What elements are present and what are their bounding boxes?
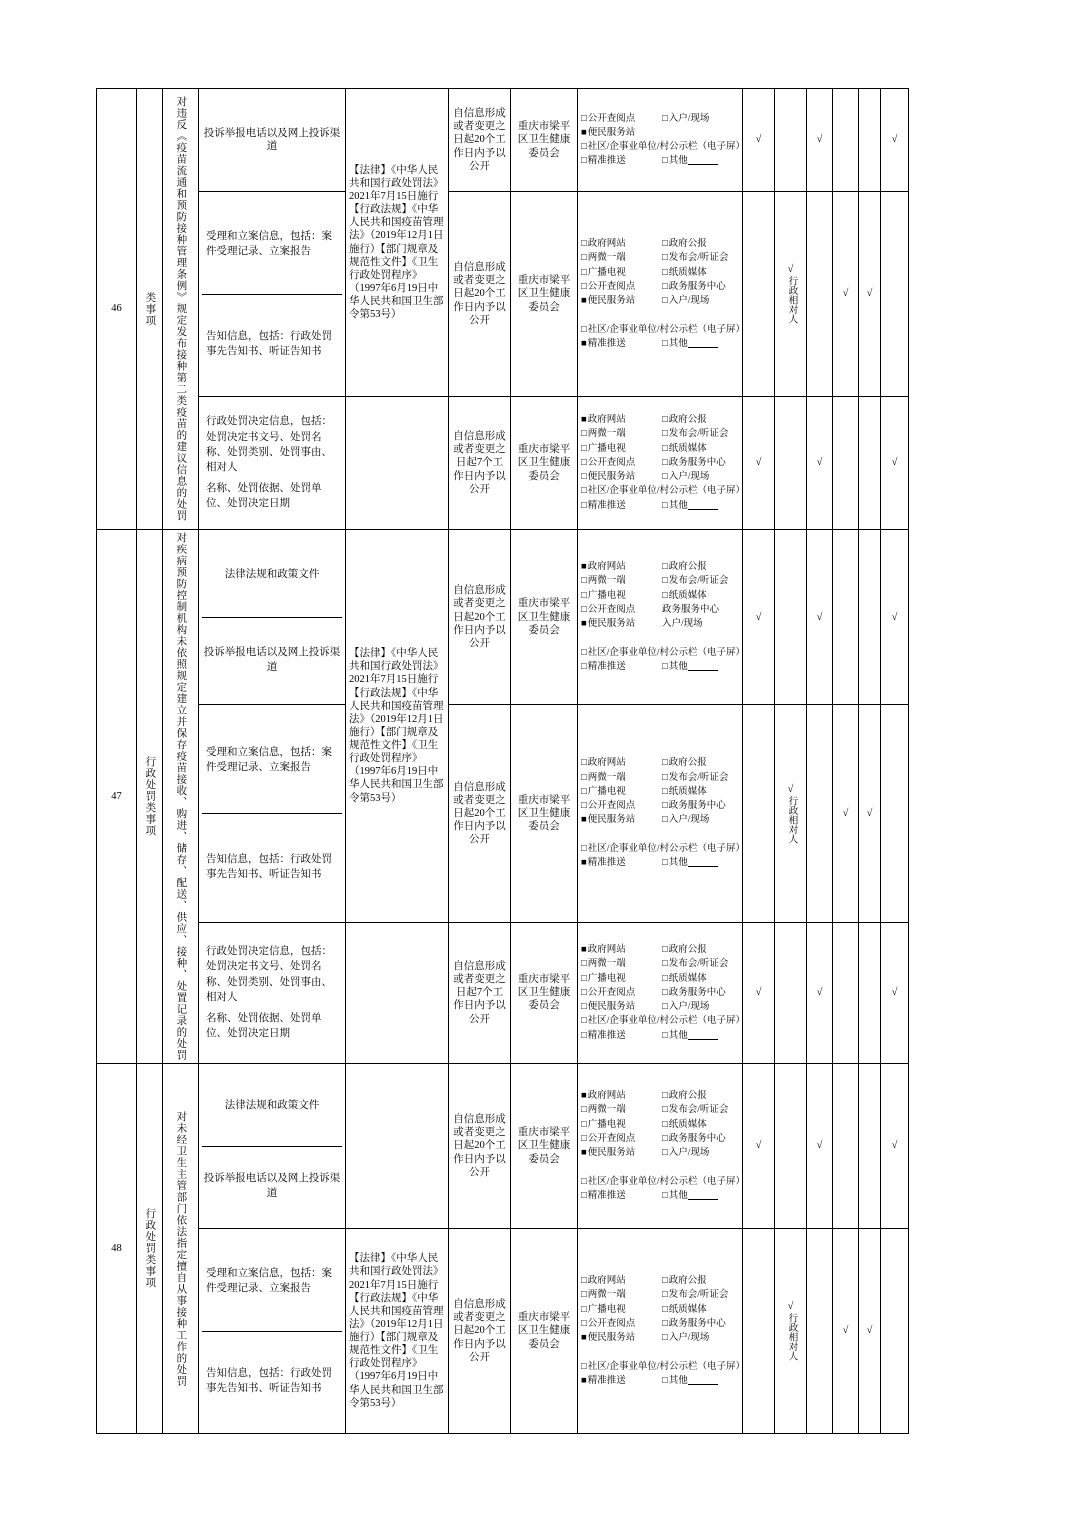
content-cell-group (199, 1229, 346, 1434)
target-tick-2: √ 行政相对人 (775, 705, 807, 923)
target-tick-4 (833, 89, 859, 192)
category-label: 类事项 (144, 291, 156, 327)
channel-precise-push[interactable]: □ 精准推送 (581, 1029, 658, 1043)
channel-gov-website[interactable]: ■ 政府网站 (581, 413, 658, 427)
content-cell: 行政处罚决定信息，包括：处罚决定书文号、处罚名称、处罚类别、处罚事由、相对人 (206, 416, 332, 473)
channel-community-bulletin[interactable]: □ 社区/企事业单位/村公示栏（电子屏） (581, 1360, 739, 1374)
content-cell-group (199, 530, 346, 705)
content-cell: 名称、处罚依据、处罚单位、处罚决定日期 (206, 1013, 322, 1040)
target-tick-5 (859, 922, 881, 1063)
subject-cell: 重庆市梁平区卫生健康委员会 (511, 530, 578, 705)
content-cell: 受理和立案信息，包括：案件受理记录、立案报告 (202, 707, 342, 814)
channel-convenience-station[interactable]: □ 便民服务站 (581, 1000, 658, 1014)
channel-gov-website[interactable]: ■ 政府网站 (581, 1089, 658, 1103)
channel-broadcast-tv[interactable]: □ 广播电视 (581, 972, 658, 986)
channel-broadcast-tv[interactable]: □ 广播电视 (581, 1118, 658, 1132)
row-category (137, 1064, 163, 1434)
channel-public-reading[interactable]: □ 公开查阅点 (581, 1132, 658, 1146)
channel-gov-gazette[interactable]: □ 政府公报 (662, 1274, 739, 1288)
timing-cell: 自信息形成或者变更之日起20个工作日内予以公开 (449, 192, 511, 397)
channel-broadcast-tv[interactable]: □ 广播电视 (581, 785, 658, 799)
channel-door-to-door[interactable]: □ 入户/现场 (662, 1000, 739, 1014)
channels-cell (578, 705, 746, 923)
content-cell: 投诉举报电话以及网上投诉渠道 (203, 646, 341, 673)
channel-gov-service-center[interactable]: □ 政务服务中心 (662, 280, 739, 294)
target-tick-2 (775, 397, 807, 530)
row-number: 47 (97, 530, 137, 1064)
channel-gov-website[interactable]: ■ 政府网站 (581, 943, 658, 957)
channel-paper-media[interactable]: □ 纸质媒体 (662, 1118, 739, 1132)
channels-cell (578, 1229, 746, 1434)
content-cell: 法律法规和政策文件 (202, 1066, 342, 1147)
channel-two-micro-one-end[interactable]: □ 两微一端 (581, 1103, 658, 1117)
channel-paper-media[interactable]: □ 纸质媒体 (662, 785, 739, 799)
target-tick-4 (833, 530, 859, 705)
channel-press-conference[interactable]: □ 发布会/听证会 (662, 574, 739, 588)
channel-convenience-station[interactable]: ■ 便民服务站 (581, 1146, 658, 1160)
table-row (97, 1064, 909, 1229)
matter-label: 对疾病预防控制机构未依照规定建立并保存疫苗接收、购进、储存、配送、供应、接种、处置记录的处罚 (175, 532, 187, 1061)
content-cell: 受理和立案信息，包括：案件受理记录、立案报告 (202, 1231, 342, 1332)
content-cell: 告知信息，包括：行政处罚事先告知书、听证告知书 (206, 853, 332, 880)
category-label: 行政处罚类事项 (144, 1208, 156, 1289)
content-cell: 名称、处罚依据、处罚单位、处罚决定日期 (206, 483, 322, 510)
row-matter (163, 530, 199, 1064)
channel-other[interactable]: □ 其他 (662, 856, 739, 870)
channels-cell (578, 397, 746, 530)
table-row (97, 1229, 909, 1434)
channel-community-bulletin[interactable]: □ 社区/企事业单位/村公示栏（电子屏） (581, 484, 739, 498)
channel-paper-media[interactable]: □ 纸质媒体 (662, 442, 739, 456)
channel-gov-website[interactable]: □ 政府网站 (581, 1274, 658, 1288)
channel-convenience-station[interactable]: ■ 便民服务站 (581, 126, 658, 140)
channel-gov-service-center[interactable]: 政务服务中心 (662, 604, 720, 615)
channel-press-conference[interactable]: □ 发布会/听证会 (662, 771, 739, 785)
row-category (137, 530, 163, 1064)
channel-community-bulletin[interactable]: □ 社区/企事业单位/村公示栏（电子屏） (581, 842, 739, 856)
channel-door-to-door[interactable]: □ 入户/现场 (662, 294, 739, 308)
disclosure-table (96, 88, 909, 1434)
channel-public-reading[interactable]: □ 公开查阅点 (581, 799, 658, 813)
channel-precise-push[interactable]: ■ 精准推送 (581, 337, 658, 351)
channel-broadcast-tv[interactable]: □ 广播电视 (581, 266, 658, 280)
target-tick-6 (881, 1229, 909, 1434)
content-cell: 投诉举报电话以及网上投诉渠道 (199, 89, 346, 192)
channel-gov-service-center[interactable]: □ 政务服务中心 (662, 799, 739, 813)
channel-precise-push[interactable]: □ 精准推送 (581, 154, 658, 168)
subject-cell: 重庆市梁平区卫生健康委员会 (511, 89, 578, 192)
legal-basis-cell: 【法律】《中华人民共和国行政处罚法》2021年7月15日施行【行政法规】《中华人民共和国疫苗管理法》（2019年12月1日施行）【部门规章及规范性文件】《卫生行政处罚程序》（1997年6月19日中华人民共和国卫生部令第53号） (346, 89, 449, 397)
channel-press-conference[interactable]: □ 发布会/听证会 (662, 427, 739, 441)
content-cell-group (199, 922, 346, 1063)
target-tick-5 (859, 1064, 881, 1229)
channel-convenience-station[interactable]: ■ 便民服务站 (581, 294, 658, 308)
channels-cell (578, 1064, 746, 1229)
target-tick-2 (775, 89, 807, 192)
channel-community-bulletin[interactable]: □ 社区/企事业单位/村公示栏（电子屏） (581, 1175, 739, 1189)
channel-paper-media[interactable]: □ 纸质媒体 (662, 266, 739, 280)
content-cell: 受理和立案信息，包括：案件受理记录、立案报告 (202, 194, 342, 295)
channel-door-to-door[interactable]: □ 入户/现场 (662, 112, 739, 126)
channel-two-micro-one-end[interactable]: □ 两微一端 (581, 251, 658, 265)
row-number: 48 (97, 1064, 137, 1434)
table-row (97, 89, 909, 192)
channel-two-micro-one-end[interactable]: □ 两微一端 (581, 771, 658, 785)
target-tick-1 (743, 1229, 775, 1434)
channel-public-reading[interactable]: □ 公开查阅点 (581, 1317, 658, 1331)
timing-cell: 自信息形成或者变更之日起20个工作日内予以公开 (449, 1064, 511, 1229)
channel-door-to-door[interactable]: □ 入户/现场 (662, 813, 739, 827)
target-tick-1: √ (743, 397, 775, 530)
channel-public-reading[interactable]: □ 公开查阅点 (581, 986, 658, 1000)
channel-press-conference[interactable]: □ 发布会/听证会 (662, 1103, 739, 1117)
channel-gov-service-center[interactable]: □ 政务服务中心 (662, 1132, 739, 1146)
target-tick-3: √ (807, 1064, 833, 1229)
row-matter (163, 1064, 199, 1434)
target-tick-3: √ (807, 89, 833, 192)
target-tick-2 (775, 530, 807, 705)
channel-public-reading[interactable]: □ 公开查阅点 (581, 112, 658, 126)
channel-other[interactable]: □ 其他 (662, 154, 739, 168)
channel-precise-push[interactable]: □ 精准推送 (581, 660, 658, 674)
channel-convenience-station[interactable]: □ 便民服务站 (581, 470, 658, 484)
legal-basis-empty (346, 922, 449, 1063)
target-tick-6: √ (881, 397, 909, 530)
category-label: 行政处罚类事项 (144, 756, 156, 837)
channel-paper-media[interactable]: □ 纸质媒体 (662, 972, 739, 986)
channel-gov-website[interactable]: □ 政府网站 (581, 237, 658, 251)
timing-cell: 自信息形成或者变更之日起20个工作日内予以公开 (449, 89, 511, 192)
target-tick-4 (833, 397, 859, 530)
content-cell-group (199, 192, 346, 397)
target-tick-6: √ (881, 1064, 909, 1229)
channel-gov-gazette[interactable]: □ 政府公报 (662, 560, 739, 574)
target-tick-2 (775, 922, 807, 1063)
target-tick-6 (881, 192, 909, 397)
channel-other[interactable]: □ 其他 (662, 1029, 739, 1043)
channel-other[interactable]: □ 其他 (662, 1374, 739, 1388)
timing-cell: 自信息形成或者变更之日起20个工作日内予以公开 (449, 1229, 511, 1434)
target-tick-2: √ 行政相对人 (775, 192, 807, 397)
row-number: 46 (97, 89, 137, 530)
channel-community-bulletin[interactable]: □ 社区/企事业单位/村公示栏（电子屏） (581, 1014, 739, 1028)
legal-basis-cell: 【法律】《中华人民共和国行政处罚法》2021年7月15日施行【行政法规】《中华人民共和国疫苗管理法》（2019年12月1日施行）【部门规章及规范性文件】《卫生行政处罚程序》（1997年6月19日中华人民共和国卫生部令第53号） (346, 530, 449, 923)
target-tick-6: √ (881, 89, 909, 192)
target-tick-1: √ (743, 89, 775, 192)
target-tick-3: √ (807, 530, 833, 705)
channel-gov-website[interactable]: □ 政府网站 (581, 756, 658, 770)
target-tick-4 (833, 922, 859, 1063)
channel-public-reading[interactable]: □ 公开查阅点 (581, 603, 658, 617)
channels-cell (578, 530, 746, 705)
timing-cell: 自信息形成或者变更之日起20个工作日内予以公开 (449, 705, 511, 923)
target-tick-1 (743, 705, 775, 923)
channel-precise-push[interactable]: ■ 精准推送 (581, 856, 658, 870)
target-tick-1: √ (743, 530, 775, 705)
content-cell: 告知信息，包括：行政处罚事先告知书、听证告知书 (206, 331, 332, 358)
channel-press-conference[interactable]: □ 发布会/听证会 (662, 251, 739, 265)
timing-cell: 自信息形成或者变更之日起20个工作日内予以公开 (449, 530, 511, 705)
channel-broadcast-tv[interactable]: □ 广播电视 (581, 589, 658, 603)
content-cell-group (199, 705, 346, 923)
channel-door-to-door[interactable]: 入户/现场 (662, 619, 703, 630)
target-tick-3 (807, 705, 833, 923)
target-tick-5 (859, 530, 881, 705)
channel-press-conference[interactable]: □ 发布会/听证会 (662, 1288, 739, 1302)
subject-cell: 重庆市梁平区卫生健康委员会 (511, 192, 578, 397)
target-tick-5 (859, 89, 881, 192)
content-cell: 行政处罚决定信息，包括：处罚决定书文号、处罚名称、处罚类别、处罚事由、相对人 (206, 946, 332, 1003)
channel-other[interactable]: □ 其他 (662, 337, 739, 351)
table-row (97, 530, 909, 705)
channel-gov-website[interactable]: ■ 政府网站 (581, 560, 658, 574)
channel-convenience-station[interactable]: ■ 便民服务站 (581, 813, 658, 827)
target-tick-1: √ (743, 1064, 775, 1229)
table-row (97, 397, 909, 530)
channel-gov-gazette[interactable]: □ 政府公报 (662, 943, 739, 957)
channel-other[interactable]: □ 其他 (662, 1189, 739, 1203)
channel-gov-service-center[interactable]: □ 政务服务中心 (662, 986, 739, 1000)
target-tick-1 (743, 192, 775, 397)
channel-two-micro-one-end[interactable]: □ 两微一端 (581, 574, 658, 588)
channel-two-micro-one-end[interactable]: □ 两微一端 (581, 1288, 658, 1302)
channel-public-reading[interactable]: □ 公开查阅点 (581, 280, 658, 294)
target-tick-4: √ (833, 192, 859, 397)
channel-gov-service-center[interactable]: □ 政务服务中心 (662, 456, 739, 470)
channel-door-to-door[interactable]: □ 入户/现场 (662, 1331, 739, 1345)
channel-community-bulletin[interactable]: □ 社区/企事业单位/村公示栏（电子屏） (581, 323, 739, 337)
channel-convenience-station[interactable]: ■ 便民服务站 (581, 1331, 658, 1345)
subject-cell: 重庆市梁平区卫生健康委员会 (511, 922, 578, 1063)
channel-two-micro-one-end[interactable]: □ 两微一端 (581, 427, 658, 441)
content-cell: 投诉举报电话以及网上投诉渠道 (203, 1173, 341, 1200)
channel-other[interactable]: □ 其他 (662, 499, 739, 513)
channel-gov-gazette[interactable]: □ 政府公报 (662, 413, 739, 427)
row-matter (163, 89, 199, 530)
target-tick-2 (775, 1064, 807, 1229)
channel-gov-gazette[interactable]: □ 政府公报 (662, 756, 739, 770)
channel-precise-push[interactable]: □ 精准推送 (581, 1189, 658, 1203)
subject-cell: 重庆市梁平区卫生健康委员会 (511, 1064, 578, 1229)
legal-basis-empty (346, 1064, 449, 1229)
channel-paper-media[interactable]: □ 纸质媒体 (662, 589, 739, 603)
target-tick-5: √ (859, 705, 881, 923)
legal-basis-cell: 【法律】《中华人民共和国行政处罚法》2021年7月15日施行【行政法规】《中华人民共和国疫苗管理法》（2019年12月1日施行）【部门规章及规范性文件】《卫生行政处罚程序》（1997年6月19日中华人民共和国卫生部令第53号） (346, 1229, 449, 1434)
channels-cell (578, 922, 746, 1063)
target-tick-4: √ (833, 1229, 859, 1434)
subject-cell: 重庆市梁平区卫生健康委员会 (511, 1229, 578, 1434)
subject-cell: 重庆市梁平区卫生健康委员会 (511, 397, 578, 530)
channel-other[interactable]: □ 其他 (662, 660, 739, 674)
channels-cell (578, 89, 746, 192)
channel-broadcast-tv[interactable]: □ 广播电视 (581, 442, 658, 456)
matter-label: 对未经卫生主管部门依法指定擅自从事接种工作的处罚 (175, 1110, 187, 1387)
target-tick-3 (807, 1229, 833, 1434)
target-tick-3: √ (807, 922, 833, 1063)
channel-community-bulletin[interactable]: □ 社区/企事业单位/村公示栏（电子屏） (581, 646, 739, 660)
target-tick-5: √ (859, 192, 881, 397)
target-tick-4: √ (833, 705, 859, 923)
target-tick-6: √ (881, 530, 909, 705)
target-tick-5: √ (859, 1229, 881, 1434)
target-tick-6: √ (881, 922, 909, 1063)
channel-public-reading[interactable]: □ 公开查阅点 (581, 456, 658, 470)
channel-door-to-door[interactable]: □ 入户/现场 (662, 1146, 739, 1160)
target-tick-3: √ (807, 397, 833, 530)
content-cell-group (199, 397, 346, 530)
legal-basis-empty (346, 397, 449, 530)
target-tick-4 (833, 1064, 859, 1229)
channels-cell (578, 192, 746, 397)
channel-gov-service-center[interactable]: □ 政务服务中心 (662, 1317, 739, 1331)
table-row (97, 705, 909, 923)
target-tick-6 (881, 705, 909, 923)
target-tick-1: √ (743, 922, 775, 1063)
channel-gov-gazette[interactable]: □ 政府公报 (662, 237, 739, 251)
channel-broadcast-tv[interactable]: □ 广播电视 (581, 1303, 658, 1317)
channel-paper-media[interactable]: □ 纸质媒体 (662, 1303, 739, 1317)
content-cell-group (199, 1064, 346, 1229)
channel-two-micro-one-end[interactable]: □ 两微一端 (581, 957, 658, 971)
target-tick-5 (859, 397, 881, 530)
timing-cell: 自信息形成或者变更之日起7个工作日内予以公开 (449, 397, 511, 530)
channel-door-to-door[interactable]: □ 入户/现场 (662, 470, 739, 484)
channel-convenience-station[interactable]: ■ 便民服务站 (581, 617, 658, 631)
channel-community-bulletin[interactable]: □ 社区/企事业单位/村公示栏（电子屏） (581, 140, 739, 154)
channel-precise-push[interactable]: ■ 精准推送 (581, 1374, 658, 1388)
subject-cell: 重庆市梁平区卫生健康委员会 (511, 705, 578, 923)
table-row (97, 192, 909, 397)
timing-cell: 自信息形成或者变更之日起7个工作日内予以公开 (449, 922, 511, 1063)
content-cell: 法律法规和政策文件 (202, 532, 342, 618)
channel-precise-push[interactable]: □ 精准推送 (581, 499, 658, 513)
content-cell: 告知信息，包括：行政处罚事先告知书、听证告知书 (206, 1368, 332, 1395)
matter-label: 对违反《疫苗流通和预防接种管理条例》规定发布接种第二类疫苗的建议信息的处罚 (175, 96, 187, 522)
target-tick-3 (807, 192, 833, 397)
channel-gov-gazette[interactable]: □ 政府公报 (662, 1089, 739, 1103)
table-row (97, 922, 909, 1063)
channel-press-conference[interactable]: □ 发布会/听证会 (662, 957, 739, 971)
target-tick-2: √ 行政相对人 (775, 1229, 807, 1434)
row-category (137, 89, 163, 530)
